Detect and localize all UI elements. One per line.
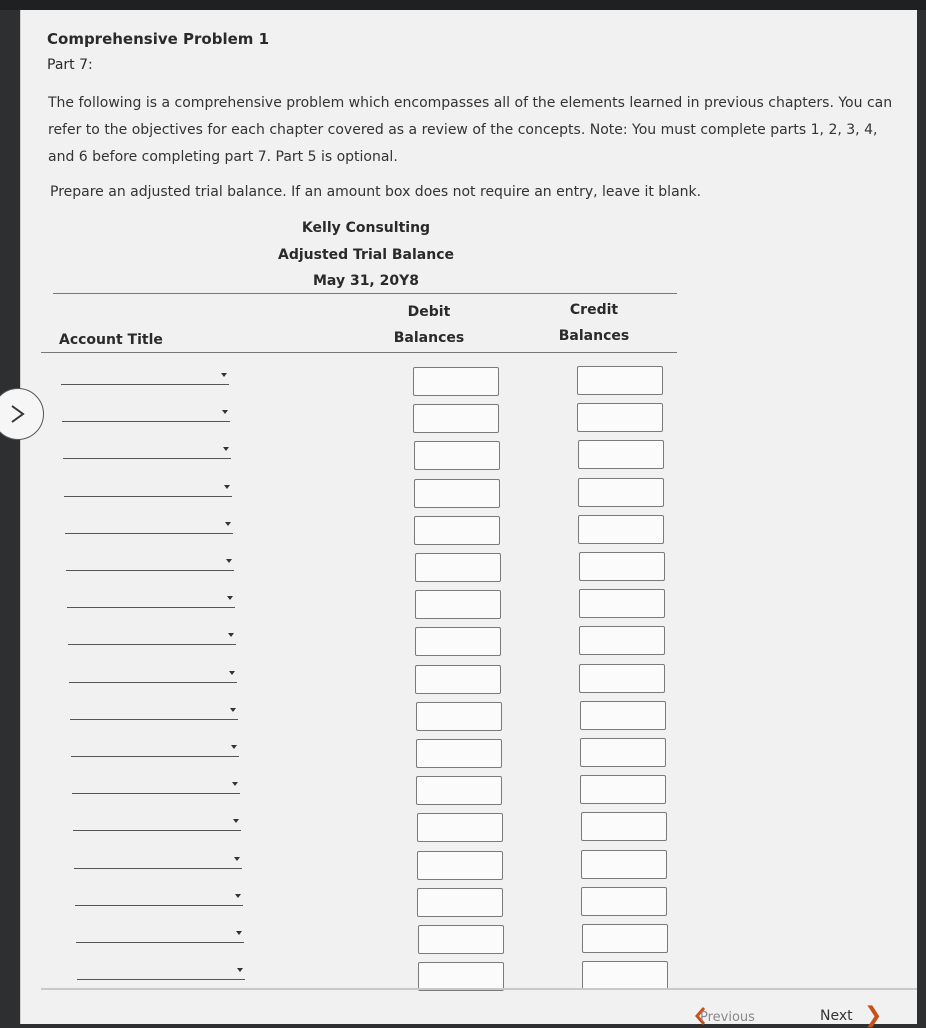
- credit-amount-input[interactable]: [579, 626, 665, 655]
- previous-button[interactable]: Previous: [700, 1010, 755, 1025]
- account-title-select[interactable]: [67, 591, 235, 608]
- top-bar: [0, 0, 926, 10]
- debit-header-line2: Balances: [393, 330, 465, 346]
- debit-amount-input[interactable]: [415, 553, 501, 582]
- header-rule-bottom: [41, 352, 677, 353]
- credit-amount-input[interactable]: [582, 924, 668, 953]
- debit-amount-input[interactable]: [415, 590, 501, 619]
- debit-amount-input[interactable]: [414, 479, 500, 508]
- next-button[interactable]: Next: [820, 1008, 853, 1024]
- credit-header-line1: Credit: [569, 302, 619, 318]
- problem-page: [20, 10, 917, 1024]
- account-title-select[interactable]: [72, 777, 240, 794]
- debit-amount-input[interactable]: [416, 739, 502, 768]
- account-title-header: Account Title: [59, 332, 163, 348]
- account-title-select[interactable]: [75, 889, 243, 906]
- debit-amount-input[interactable]: [416, 776, 502, 805]
- statement-name: Adjusted Trial Balance: [278, 247, 454, 263]
- account-title-select[interactable]: [63, 442, 231, 459]
- debit-amount-input[interactable]: [417, 813, 503, 842]
- credit-amount-input[interactable]: [578, 515, 664, 544]
- account-title-select[interactable]: [69, 666, 237, 683]
- account-title-select[interactable]: [62, 405, 230, 422]
- account-title-select[interactable]: [66, 554, 234, 571]
- debit-amount-input[interactable]: [414, 516, 500, 545]
- account-title-select[interactable]: [74, 852, 242, 869]
- credit-amount-input[interactable]: [578, 440, 664, 469]
- account-title-select[interactable]: [65, 517, 233, 534]
- debit-amount-input[interactable]: [414, 441, 500, 470]
- debit-amount-input[interactable]: [417, 851, 503, 880]
- problem-intro: The following is a comprehensive problem which encompasses all of the elements learned in previous chapters. You can refer to the objectives for each chapter covered as a review of the concepts. Note: You must complete parts 1, 2, 3, 4, and 6 before completing part 7. Part 5 is optional.: [48, 95, 893, 165]
- credit-amount-input[interactable]: [582, 961, 668, 990]
- credit-amount-input[interactable]: [579, 589, 665, 618]
- credit-amount-input[interactable]: [577, 366, 663, 395]
- account-title-select[interactable]: [61, 368, 229, 385]
- account-title-select[interactable]: [71, 740, 239, 757]
- credit-amount-input[interactable]: [579, 552, 665, 581]
- header-rule-top: [53, 293, 677, 294]
- credit-amount-input[interactable]: [580, 738, 666, 767]
- account-title-select[interactable]: [64, 480, 232, 497]
- debit-amount-input[interactable]: [413, 367, 499, 396]
- credit-amount-input[interactable]: [579, 664, 665, 693]
- company-name: Kelly Consulting: [301, 220, 431, 236]
- chevron-right-next-icon: ❯: [864, 1003, 883, 1028]
- statement-date: May 31, 20Y8: [313, 273, 419, 289]
- credit-amount-input[interactable]: [580, 775, 666, 804]
- account-title-select[interactable]: [70, 703, 238, 720]
- debit-amount-input[interactable]: [413, 404, 499, 433]
- chevron-right-icon: [8, 404, 28, 424]
- account-title-select[interactable]: [76, 926, 244, 943]
- debit-amount-input[interactable]: [418, 962, 504, 991]
- credit-amount-input[interactable]: [581, 850, 667, 879]
- credit-amount-input[interactable]: [577, 403, 663, 432]
- credit-amount-input[interactable]: [581, 812, 667, 841]
- debit-header-line1: Debit: [407, 304, 451, 320]
- debit-amount-input[interactable]: [417, 888, 503, 917]
- credit-header-line2: Balances: [558, 328, 630, 344]
- account-title-select[interactable]: [73, 814, 241, 831]
- footer-divider: [41, 988, 917, 990]
- account-title-select[interactable]: [77, 963, 245, 980]
- credit-amount-input[interactable]: [578, 478, 664, 507]
- debit-amount-input[interactable]: [416, 702, 502, 731]
- credit-amount-input[interactable]: [580, 701, 666, 730]
- debit-amount-input[interactable]: [418, 925, 504, 954]
- credit-amount-input[interactable]: [581, 887, 667, 916]
- problem-title: Comprehensive Problem 1: [47, 30, 270, 48]
- debit-amount-input[interactable]: [415, 665, 501, 694]
- account-title-select[interactable]: [68, 628, 236, 645]
- debit-amount-input[interactable]: [415, 627, 501, 656]
- instruction-text: Prepare an adjusted trial balance. If an amount box does not require an entry, leave it blank.: [50, 184, 702, 200]
- part-label: Part 7:: [47, 57, 93, 73]
